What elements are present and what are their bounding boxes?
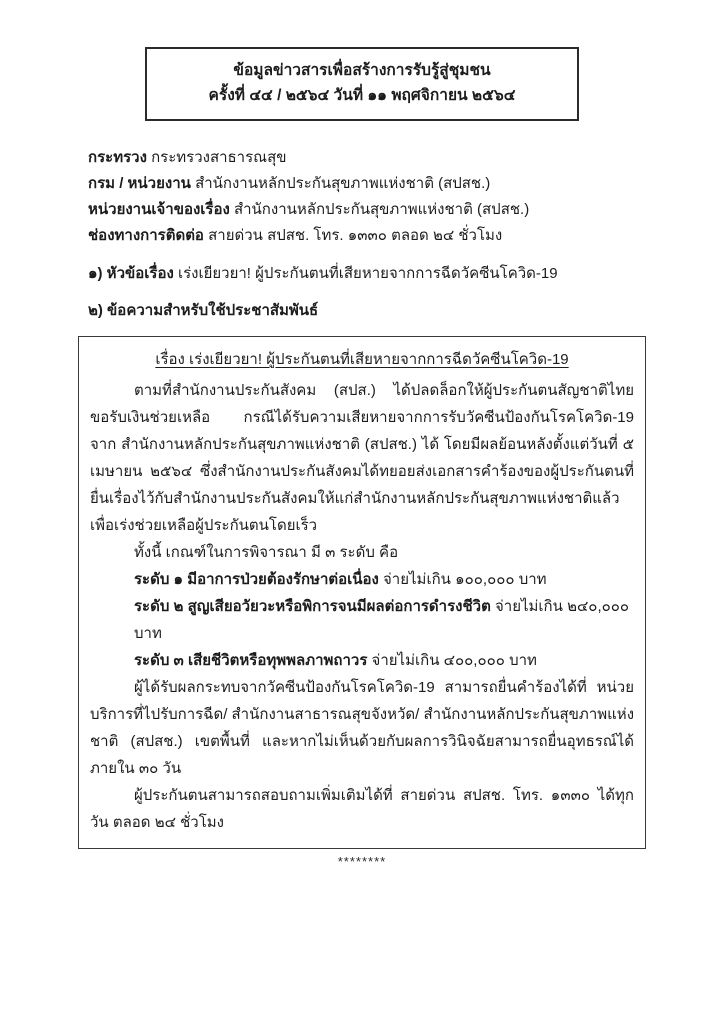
meta-row-owner-agency <box>88 197 648 223</box>
header-box <box>145 47 579 121</box>
content-title: เรื่อง เร่งเยียวยา! ผู้ประกันตนที่เสียหายจากการฉีดวัคซีนโควิด-19 <box>155 351 569 368</box>
section-subject <box>88 262 648 286</box>
level-value: จ่ายไม่เกิน ๔๐๐,๐๐๐ บาท <box>371 652 537 669</box>
criteria-intro: ทั้งนี้ เกณฑ์ในการพิจารณา มี ๓ ระดับ คือ <box>134 544 399 561</box>
meta-row-contact-channel <box>88 223 648 249</box>
level-row-1 <box>90 566 634 593</box>
meta-label: หน่วยงานเจ้าของเรื่อง <box>88 201 230 218</box>
level-label: ระดับ ๑ มีอาการป่วยต้องรักษาต่อเนื่อง <box>134 571 379 588</box>
content-box <box>78 336 646 849</box>
footer-separator: ******** <box>337 854 387 869</box>
meta-value: กระทรวงสาธารณสุข <box>151 149 287 166</box>
level-row-2 <box>90 593 634 647</box>
level-value: จ่ายไม่เกิน ๒๔๐,๐๐๐ บาท <box>134 598 630 642</box>
paragraph-background: ตามที่สำนักงานประกันสังคม (สปส.) ได้ปลดล็อกให้ผู้ประกันตนสัญชาติไทย ขอรับเงินช่วยเหลือ กรณีได้รับความเสียหายจากการรับวัคซีนป้องกันโรคโควิด-19 จาก สำนักงานหลักประกันสุขภาพแห่งชาติ (สปสช.) ได้ โดยมีผลย้อนหลังตั้งแต่วันที่ ๕ เมษายน ๒๕๖๔ ซึ่งสำนักงานประกันสังคมได้ทยอยส่งเอกสารคำร้องของผู้ประกันตนที่ยื่นเรื่องไว้กับสำนักงานประกันสังคมให้แก่สำนักงานหลักประกันสุขภาพแห่งชาติแล้ว เพื่อเร่งช่วยเหลือผู้ประกันตนโดยเร็ว <box>90 382 634 534</box>
meta-block <box>88 145 648 249</box>
meta-label: กระทรวง <box>88 149 147 166</box>
section-pr-heading <box>88 299 648 323</box>
level-value: จ่ายไม่เกิน ๑๐๐,๐๐๐ บาท <box>383 571 547 588</box>
meta-value: สำนักงานหลักประกันสุขภาพแห่งชาติ (สปสช.) <box>233 201 530 218</box>
meta-value: สายด่วน สปสช. โทร. ๑๓๓๐ ตลอด ๒๔ ชั่วโมง <box>208 227 503 244</box>
meta-row-ministry <box>88 145 648 171</box>
level-label: ระดับ ๒ สูญเสียอวัยวะหรือพิการจนมีผลต่อการดำรงชีวิต <box>134 598 491 615</box>
meta-value: สำนักงานหลักประกันสุขภาพแห่งชาติ (สปสช.) <box>195 175 491 192</box>
meta-row-department <box>88 171 648 197</box>
meta-label: กรม / หน่วยงาน <box>88 175 191 192</box>
header-issue-date: ครั้งที่ ๔๔ / ๒๕๖๔ วันที่ ๑๑ พฤศจิกายน ๒๕๖๔ <box>208 87 516 104</box>
section-subject-value: เร่งเยียวยา! ผู้ประกันตนที่เสียหายจากการฉีดวัคซีนโควิด-19 <box>177 265 558 282</box>
meta-label: ช่องทางการติดต่อ <box>88 227 204 244</box>
paragraph-hotline: ผู้ประกันตนสามารถสอบถามเพิ่มเติมได้ที่ สายด่วน สปสช. โทร. ๑๓๓๐ ได้ทุกวัน ตลอด ๒๔ ชั่วโมง <box>90 787 634 831</box>
level-label: ระดับ ๓ เสียชีวิตหรือทุพพลภาพถาวร <box>134 652 368 669</box>
section-pr-label: ๒) ข้อความสำหรับใช้ประชาสัมพันธ์ <box>88 302 319 319</box>
paragraph-claim-channels: ผู้ได้รับผลกระทบจากวัคซีนป้องกันโรคโควิด-19 สามารถยื่นคำร้องได้ที่ หน่วยบริการที่ไปรับการฉีด/ สำนักงานสาธารณสุขจังหวัด/ สำนักงานหลักประกันสุขภาพแห่งชาติ (สปสช.) เขตพื้นที่ และหากไม่เห็นด้วยกับผลการวินิจฉัยสามารถยื่นอุทธรณ์ได้ภายใน ๓๐ วัน <box>90 679 635 777</box>
header-title: ข้อมูลข่าวสารเพื่อสร้างการรับรู้สู่ชุมชน <box>233 62 491 79</box>
section-subject-label: ๑) หัวข้อเรื่อง <box>88 265 174 282</box>
level-row-3 <box>90 647 634 674</box>
